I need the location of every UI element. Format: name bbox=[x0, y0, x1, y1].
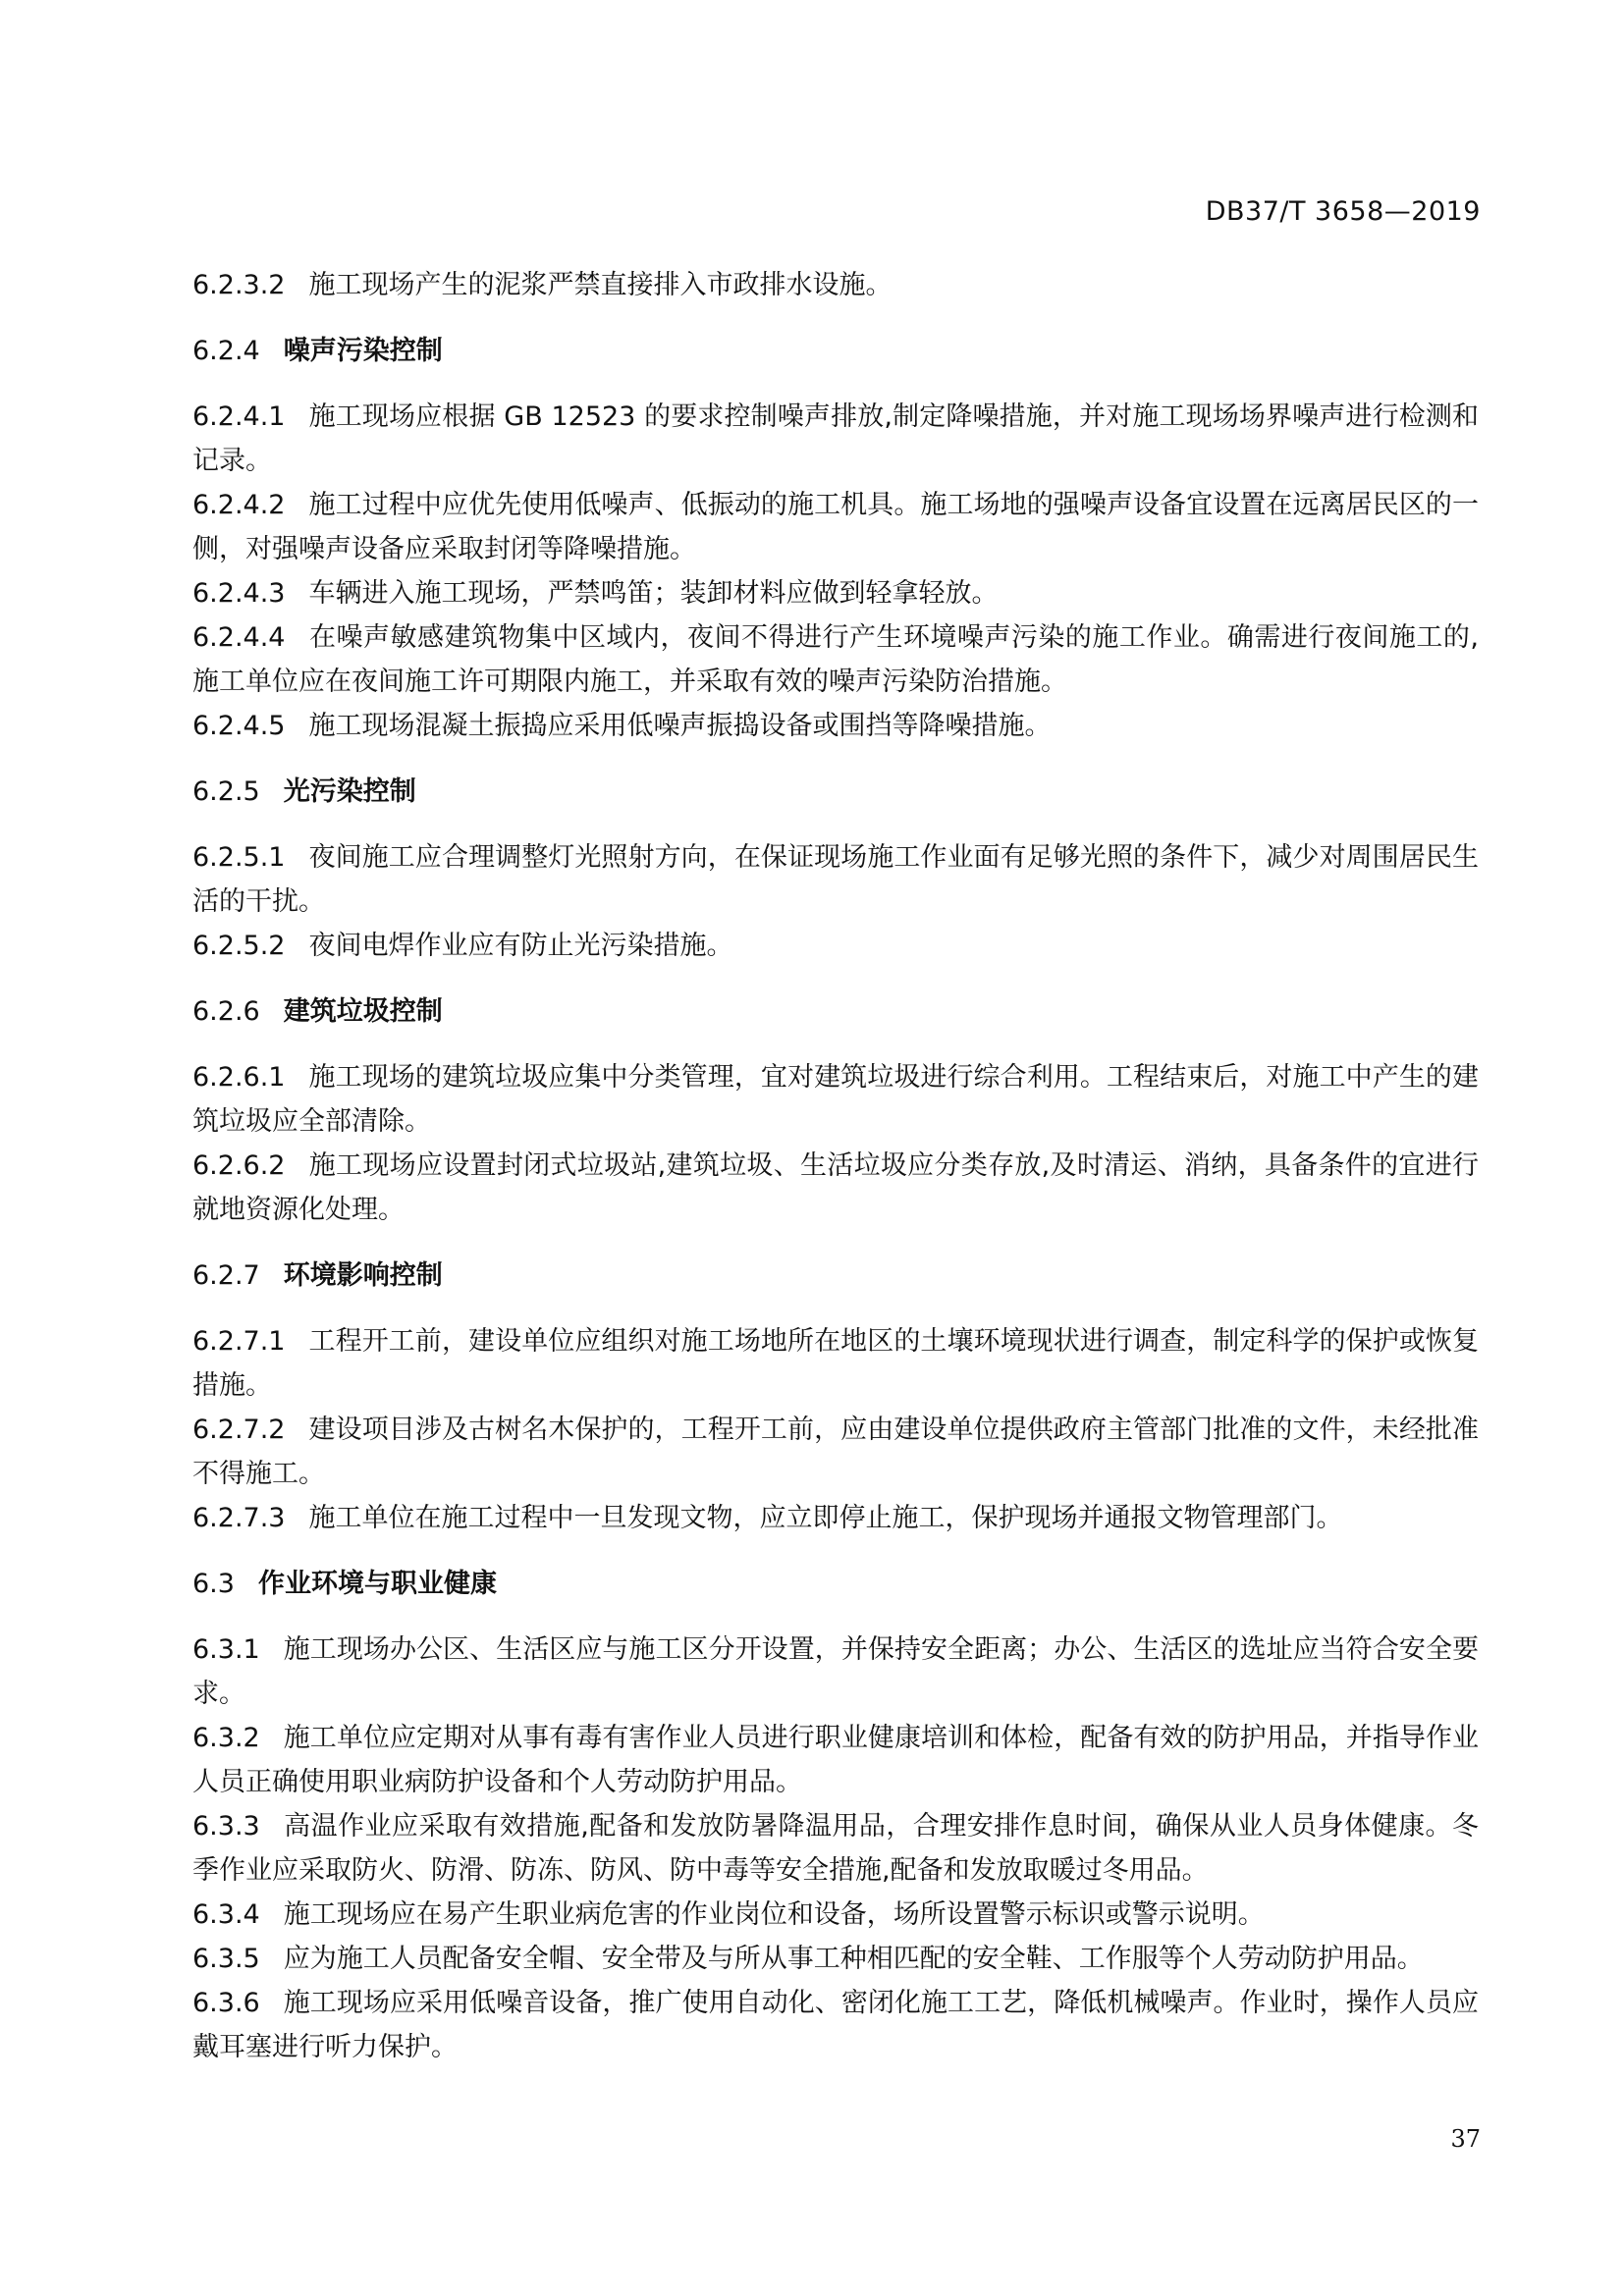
clause-number: 6.2.5.1 bbox=[192, 842, 286, 873]
clause-number: 6.2.4.1 bbox=[192, 401, 286, 432]
clause-number: 6.2.7.3 bbox=[192, 1503, 286, 1533]
clause-text: 在噪声敏感建筑物集中区域内，夜间不得进行产生环境噪声污染的施工作业。确需进行夜间施工的,施工单位应在夜间施工许可期限内施工，并采取有效的噪声污染防治措施。 bbox=[192, 622, 1479, 697]
section-title: 建筑垃圾控制 bbox=[283, 996, 443, 1027]
section-title: 作业环境与职业健康 bbox=[257, 1569, 497, 1599]
clause-number: 6.2.6.1 bbox=[192, 1062, 286, 1093]
clause-number: 6.2.7.1 bbox=[192, 1326, 286, 1357]
clause bbox=[192, 1144, 1479, 1232]
clause bbox=[192, 263, 1479, 307]
document-code: DB37/T 3658—2019 bbox=[1205, 196, 1481, 227]
clause bbox=[192, 1319, 1479, 1408]
clause bbox=[192, 1937, 1479, 1981]
clause-number: 6.3.5 bbox=[192, 1944, 260, 1974]
clause-number: 6.2.4.3 bbox=[192, 578, 286, 609]
clause-number: 6.2.4.4 bbox=[192, 622, 286, 653]
clause bbox=[192, 704, 1479, 748]
clause bbox=[192, 1893, 1479, 1937]
clause-number: 6.3.6 bbox=[192, 1988, 260, 2018]
clause-text: 施工单位在施工过程中一旦发现文物，应立即停止施工，保护现场并通报文物管理部门。 bbox=[308, 1503, 1343, 1533]
clause-text: 施工现场产生的泥浆严禁直接排入市政排水设施。 bbox=[308, 270, 893, 300]
clause-number: 6.2.5.2 bbox=[192, 931, 286, 961]
clause-text: 建设项目涉及古树名木保护的，工程开工前，应由建设单位提供政府主管部门批准的文件，未经批准不得施工。 bbox=[192, 1415, 1479, 1489]
section-heading bbox=[192, 1562, 1479, 1606]
clause-number: 6.3.3 bbox=[192, 1811, 260, 1842]
clause bbox=[192, 835, 1479, 924]
section-number: 6.3 bbox=[192, 1569, 235, 1599]
section-heading bbox=[192, 989, 1479, 1034]
clause-text: 夜间施工应合理调整灯光照射方向，在保证现场施工作业面有足够光照的条件下，减少对周围居民生活的干扰。 bbox=[192, 842, 1479, 917]
clause bbox=[192, 483, 1479, 571]
section-number: 6.2.5 bbox=[192, 776, 260, 807]
clause-text: 施工现场应根据 GB 12523 的要求控制噪声排放,制定降噪措施，并对施工现场场界噪声进行检测和记录。 bbox=[192, 401, 1479, 476]
section-heading bbox=[192, 770, 1479, 814]
clause bbox=[192, 571, 1479, 615]
section-number: 6.2.4 bbox=[192, 336, 260, 366]
clause-number: 6.3.4 bbox=[192, 1899, 260, 1930]
clause-text: 高温作业应采取有效措施,配备和发放防暑降温用品，合理安排作息时间，确保从业人员身体健康。冬季作业应采取防火、防滑、防冻、防风、防中毒等安全措施,配备和发放取暖过冬用品。 bbox=[192, 1811, 1479, 1886]
clause bbox=[192, 1981, 1479, 2069]
clause-number: 6.2.7.2 bbox=[192, 1415, 286, 1445]
clause-text: 施工现场的建筑垃圾应集中分类管理，宜对建筑垃圾进行综合利用。工程结束后，对施工中产生的建筑垃圾应全部清除。 bbox=[192, 1062, 1479, 1137]
clause-text: 施工现场应在易产生职业病危害的作业岗位和设备，场所设置警示标识或警示说明。 bbox=[283, 1899, 1265, 1930]
section-title: 光污染控制 bbox=[283, 776, 416, 807]
clause bbox=[192, 1716, 1479, 1804]
clause-number: 6.3.1 bbox=[192, 1634, 260, 1665]
clause bbox=[192, 395, 1479, 483]
clause bbox=[192, 1055, 1479, 1144]
clause-text: 施工单位应定期对从事有毒有害作业人员进行职业健康培训和体检，配备有效的防护用品，并指导作业人员正确使用职业病防护设备和个人劳动防护用品。 bbox=[192, 1723, 1479, 1797]
section-number: 6.2.7 bbox=[192, 1260, 260, 1291]
clause bbox=[192, 1804, 1479, 1893]
section-title: 环境影响控制 bbox=[283, 1260, 443, 1291]
clause bbox=[192, 1496, 1479, 1540]
clause-text: 应为施工人员配备安全帽、安全带及与所从事工种相匹配的安全鞋、工作服等个人劳动防护用品。 bbox=[283, 1944, 1424, 1974]
clause-text: 施工过程中应优先使用低噪声、低振动的施工机具。施工场地的强噪声设备宜设置在远离居民区的一侧，对强噪声设备应采取封闭等降噪措施。 bbox=[192, 490, 1479, 564]
clause-text: 车辆进入施工现场，严禁鸣笛；装卸材料应做到轻拿轻放。 bbox=[308, 578, 999, 609]
section-title: 噪声污染控制 bbox=[283, 336, 443, 366]
section-heading bbox=[192, 329, 1479, 373]
clause bbox=[192, 615, 1479, 704]
clause-text: 施工现场应采用低噪音设备，推广使用自动化、密闭化施工工艺，降低机械噪声。作业时，操作人员应戴耳塞进行听力保护。 bbox=[192, 1988, 1479, 2062]
clause bbox=[192, 924, 1479, 968]
clause-number: 6.2.6.2 bbox=[192, 1150, 286, 1181]
clause bbox=[192, 1408, 1479, 1496]
document-body bbox=[192, 263, 1479, 2069]
page-number: 37 bbox=[1450, 2125, 1481, 2153]
clause-number: 6.2.3.2 bbox=[192, 270, 286, 300]
section-number: 6.2.6 bbox=[192, 996, 260, 1027]
clause-text: 施工现场混凝土振捣应采用低噪声振捣设备或围挡等降噪措施。 bbox=[308, 711, 1052, 741]
clause bbox=[192, 1628, 1479, 1716]
clause-number: 6.3.2 bbox=[192, 1723, 260, 1753]
clause-text: 工程开工前，建设单位应组织对施工场地所在地区的土壤环境现状进行调查，制定科学的保护或恢复措施。 bbox=[192, 1326, 1479, 1401]
clause-number: 6.2.4.5 bbox=[192, 711, 286, 741]
clause-text: 施工现场办公区、生活区应与施工区分开设置，并保持安全距离；办公、生活区的选址应当符合安全要求。 bbox=[192, 1634, 1479, 1709]
clause-text: 夜间电焊作业应有防止光污染措施。 bbox=[308, 931, 733, 961]
section-heading bbox=[192, 1254, 1479, 1298]
clause-number: 6.2.4.2 bbox=[192, 490, 286, 520]
clause-text: 施工现场应设置封闭式垃圾站,建筑垃圾、生活垃圾应分类存放,及时清运、消纳，具备条件的宜进行就地资源化处理。 bbox=[192, 1150, 1479, 1225]
